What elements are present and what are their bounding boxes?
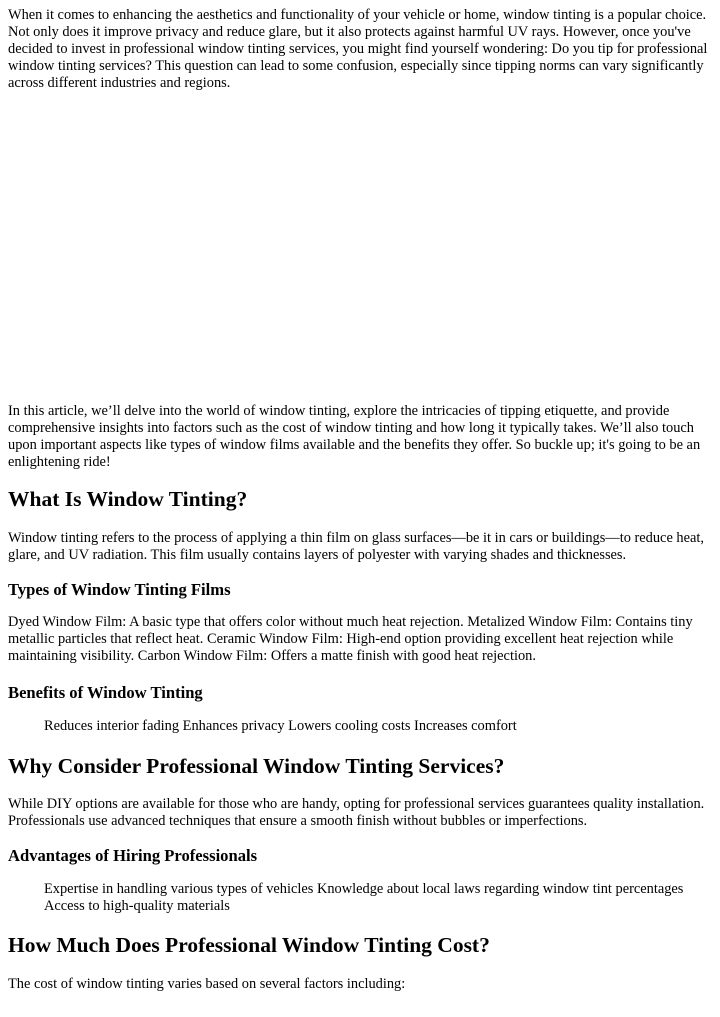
advantages-list: Expertise in handling various types of vehicles Knowledge about local laws regarding window tint percentages Access to high-quality materials [44,881,684,914]
blank-space [8,96,714,392]
types-paragraph: Dyed Window Film: A basic type that offers color without much heat rejection. Metalized Window Film: Contains tiny metallic particles that reflect heat. Ceramic Window Film: High-end option providing excellent heat rejection while maintaining visibility. Carbon Window Film: Offers a matte finish with good heat rejection. [8,614,693,664]
why-paragraph: While DIY options are available for those who are handy, opting for professional services guarantees quality installation. Professionals use advanced techniques that ensure a smooth finish without bubbles or imperfections. [8,796,705,829]
heading-what-is-window-tinting: What Is Window Tinting? [8,487,248,511]
article-intro-paragraph: In this article, we’ll delve into the world of window tinting, explore the intricacies of tipping etiquette, and provide comprehensive insights into factors such as the cost of window tinting and how long it typically takes. We’ll also touch upon important aspects like types of window films available and the benefits they offer. So buckle up; it's going to be an enlightening ride! [8,403,701,470]
heading-cost: How Much Does Professional Window Tinting Cost? [8,933,490,957]
intro-paragraph: When it comes to enhancing the aesthetics and functionality of your vehicle or home, window tinting is a popular choice. Not only does it improve privacy and reduce glare, but it also protects against harmful UV rays. However, once you've decided to invest in professional window tinting services, you might find yourself wondering: Do you tip for professional window tinting services? This question can lead to some confusion, especially since tipping norms can vary significantly across different industries and regions. [8,7,708,91]
heading-advantages: Advantages of Hiring Professionals [8,846,258,865]
what-paragraph: Window tinting refers to the process of applying a thin film on glass surfaces—be it in cars or buildings—to reduce heat, glare, and UV radiation. This film usually contains layers of polyester with varying shades and thicknesses. [8,530,704,563]
benefits-list: Reduces interior fading Enhances privacy Lowers cooling costs Increases comfort [44,718,517,734]
heading-types-of-films: Types of Window Tinting Films [8,580,231,599]
cost-paragraph: The cost of window tinting varies based on several factors including: [8,976,406,992]
heading-why-professional: Why Consider Professional Window Tinting Services? [8,754,505,778]
heading-benefits: Benefits of Window Tinting [8,683,203,702]
